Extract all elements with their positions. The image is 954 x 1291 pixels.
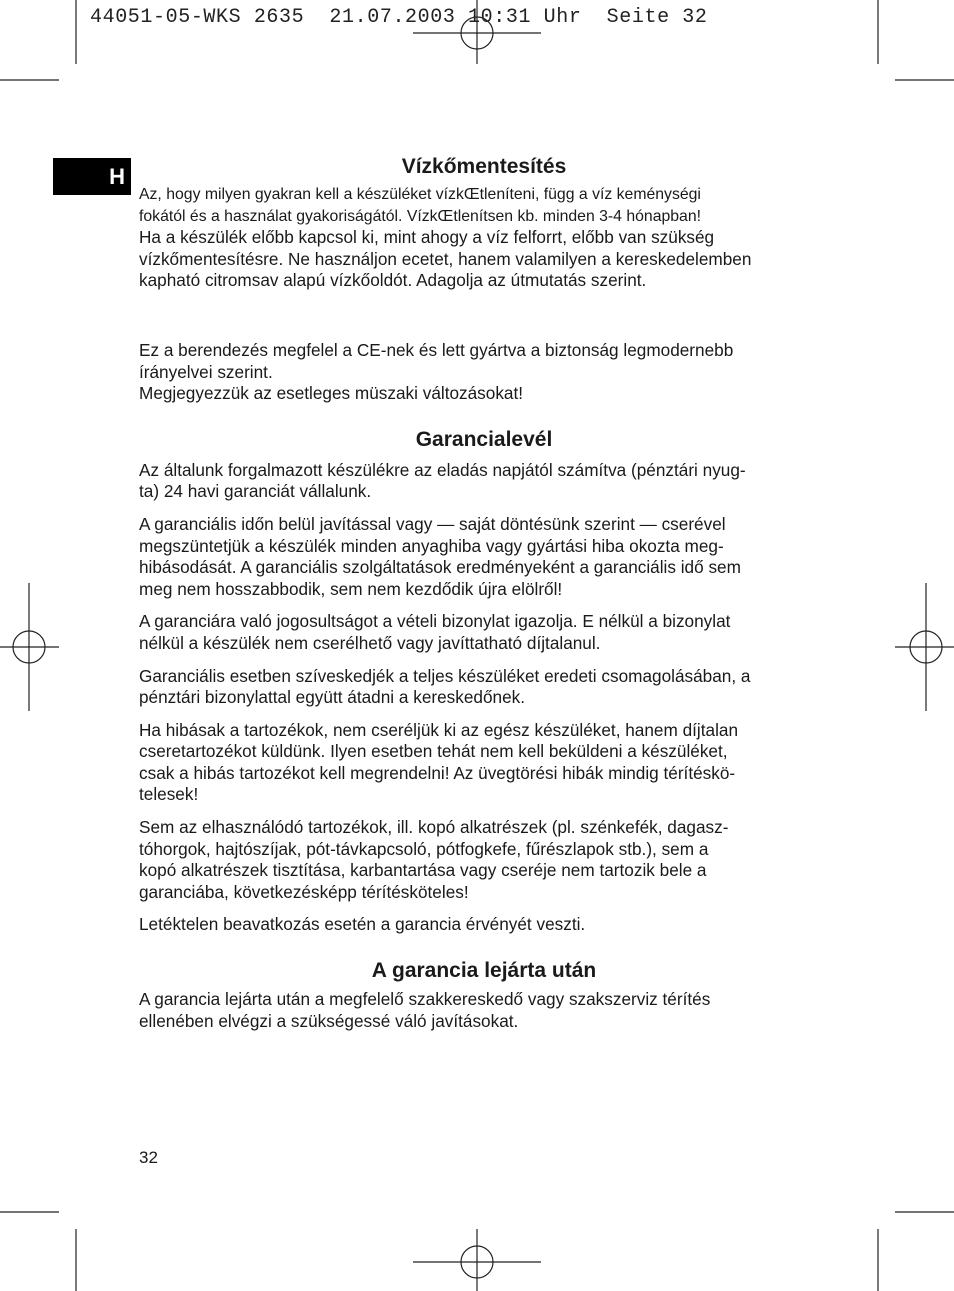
after-warranty-title: A garancia lejárta után — [371, 959, 597, 983]
warranty-title: Garancialevél — [415, 427, 553, 451]
descaling-title: Vízkőmentesítés — [401, 155, 567, 178]
registration-mark-bottom — [413, 1229, 541, 1291]
warranty-paragraph: Az általunk forgalmazott készülékre az eladás napjától számítva (pénztári nyug- ta) 24 havi garanciát vállalunk. — [139, 459, 746, 502]
descaling-body-paragraph: Ha a készülék előbb kapcsol ki, mint ahogy a víz felforrt, előbb van szükség vízkőmentesítésre. Ne használjon ecetet, hanem valamilyen a kereskedelemben kapható citromsav alapú vízkőoldót. Adagolja az útmutatás szerint. — [139, 227, 752, 291]
warranty-paragraph: Ha hibásak a tartozékok, nem cseréljük ki az egész készüléket, hanem díjtalan cseretartozékot küldünk. Ilyen esetben tehát nem kell beküldeni a készüléket, csak a hibás tartozékot kell megrendelni! Az üvegtörési hibák mindig térítéskö- telesek! — [139, 719, 739, 805]
warranty-paragraph: Letéktelen beavatkozás esetén a garancia érvényét veszti. — [139, 914, 586, 935]
warranty-paragraph: A garanciális időn belül javítással vagy — saját döntésünk szerint — cserével megszüntetjük a készülék minden anyaghiba vagy gyártási hiba okozta meg- hibásodását. A garanciális szolgáltatások eredményeként a garanciális idő sem meg nem hosszabbodik, sem nem kezdődik újra elölről! — [139, 513, 741, 599]
ce-notice-paragraph: Ez a berendezés megfelel a CE-nek és lett gyártva a biztonság legmodernebb írányelvei szerint. Megjegyezzük az esetleges müszaki változásokat! — [139, 339, 734, 404]
print-header: 44051-05-WKS 2635 21.07.2003 10:31 Uhr Seite 32 — [90, 6, 708, 29]
descaling-lead-paragraph: Az, hogy milyen gyakran kell a készüléket vízkŒtleníteni, függ a víz keménységi fokától és a használat gyakoriságától. VízkŒtlenítsen kb. minden 3-4 hónapban! — [139, 186, 702, 225]
warranty-paragraph: A garanciára való jogosultságot a vételi bizonylat igazolja. E nélkül a bizonylat nélkül a készülék nem cserélhető vagy javíttatható díjtalanul. — [139, 611, 731, 653]
registration-mark-top — [413, 0, 541, 64]
warranty-paragraph: Sem az elhasználódó tartozékok, ill. kopó alkatrészek (pl. szénkefék, dagasz- tóhorgok, hajtószíjak, pót-távkapcsoló, pótfogkefe, fűrészlapok stb.), sem a kopó alkatrészek tisztítása, karbantartása vagy cseréje nem tartozik bele a garanciába, következésképp térítésköteles! — [139, 817, 729, 902]
language-tab: H — [53, 158, 131, 195]
registration-mark-right — [895, 583, 954, 711]
page-content — [139, 152, 829, 1032]
warranty-section — [139, 425, 829, 936]
warranty-paragraph: Garanciális esetben szíveskedjék a teljes készüléket eredeti csomagolásában, a pénztári bizonylattal együtt átadni a kereskedőnek. — [139, 665, 751, 708]
after-warranty-paragraph: A garancia lejárta után a megfelelő szakkereskedő vagy szakszerviz térítés ellenében elvégzi a szükségessé váló javításokat. — [139, 989, 711, 1031]
page-number: 32 — [139, 1148, 158, 1167]
after-warranty-section — [139, 956, 829, 1032]
descaling-section — [139, 152, 829, 292]
registration-mark-left — [0, 583, 59, 711]
